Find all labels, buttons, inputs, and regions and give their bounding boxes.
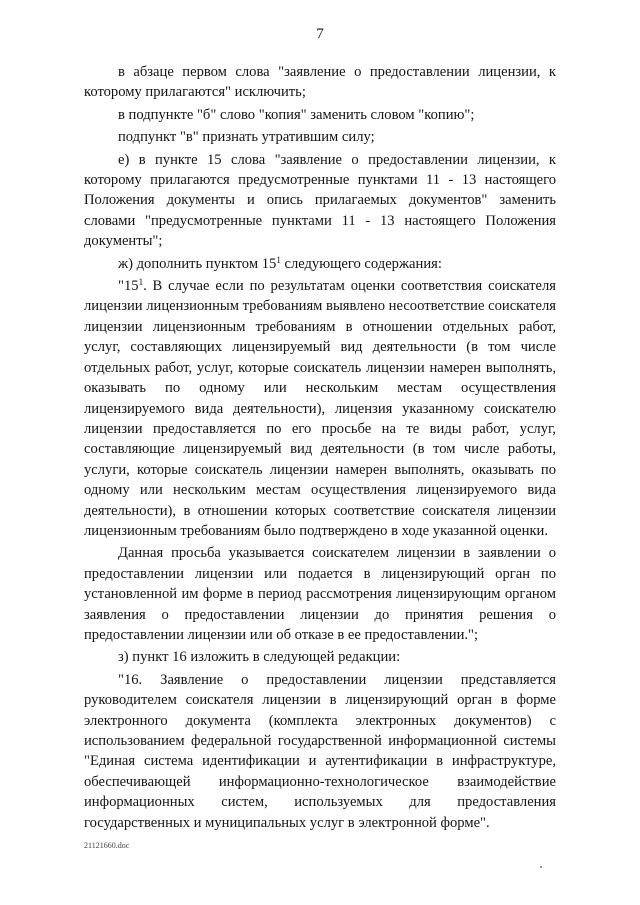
page-number: 7 [316,26,324,42]
paragraph-6-text-a: "15 [118,278,139,295]
footer-doc-code: 21121660.doc [84,841,130,850]
paragraph-5-text-a: ж) дополнить пунктом 15 [118,255,277,272]
scan-speck [540,866,542,868]
paragraph-6-text-b: . В случае если по результатам оценки соответствия соискателя лицензии лицензионным требованиям выявлено несоответствие соискателя лицензии лицензионным требованиям в отношении отдельных работ, услуг, составляющих лицензируемый вид деятельности (в том числе отдельных работ, услуг, которые соискатель лицензии намерен выполнять, оказывать по одному или нескольким местам осуществления лицензируемого вида деятельности), лицензия указанному соискателю лицензии предоставляется по его просьбе на те виды работ, услуг, составляющие лицензируемый вид деятельности (в том числе работы, услуги, которые соискатель лицензии намерен выполнять, оказывать по одному или нескольким местам осуществления лицензируемого вида деятельности), в отношении которых соответствие соискателя лицензии лицензионным требованиям было подтверждено в ходе указанной оценки. [84,278,556,539]
paragraph-1: в абзаце первом слова "заявление о предоставлении лицензии, к которому прилагаются" исключить; [84,64,556,101]
superscript-mark: 1 [138,277,144,288]
paragraph-9: "16. Заявление о предоставлении лицензии представляется руководителем соискателя лицензии в лицензирующий орган в форме электронного документа (комплекта электронных документов) с использованием федеральной государственной информационной системы "Единая система идентификации и аутентификации в инфраструктуре, обеспечивающей информационно-технологическое взаимодействие информационных систем, используемых для предоставления государственных и муниципальных услуг в электронной форме". [84,671,556,831]
paragraph-7: Данная просьба указывается соискателем лицензии в заявлении о предоставлении лицензии или подается в лицензирующий орган по установленной им форме в период рассмотрения лицензирующим органом заявления о предоставлении лицензии до принятия решения о предоставлении лицензии или об отказе в ее предоставлении."; [84,545,556,643]
paragraph-6 [84,276,556,541]
paragraph-3: подпункт "в" признать утратившим силу; [118,129,375,146]
paragraph-5 [84,254,556,274]
document-body [84,62,556,835]
paragraph-5-text-b: следующего содержания: [280,255,442,272]
paragraph-2: в подпункте "б" слово "копия" заменить словом "копию"; [118,106,475,123]
paragraph-8: з) пункт 16 изложить в следующей редакции: [118,649,401,666]
superscript-mark: 1 [276,254,281,265]
paragraph-4: е) в пункте 15 слова "заявление о предоставлении лицензии, к которому прилагаются предусмотренные пунктами 11 - 13 настоящего Положения документы и опись прилагаемых документов" заменить словами "предусмотренные пунктами 11 - 13 настоящего Положения документы"; [84,151,556,250]
